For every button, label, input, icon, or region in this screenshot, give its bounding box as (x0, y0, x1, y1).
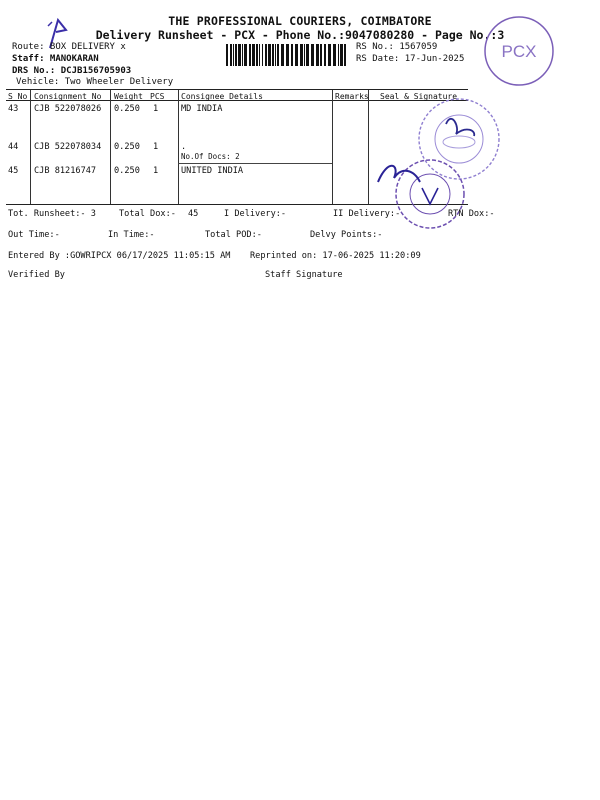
barcode-bar (286, 44, 289, 66)
col-header-remarks: Remarks (335, 92, 369, 101)
barcode-bar (252, 44, 255, 66)
col-divider (110, 90, 111, 204)
barcode-bar (249, 44, 251, 66)
barcode-bar (338, 44, 339, 66)
company-title: THE PROFESSIONAL COURIERS, COIMBATORE (168, 14, 432, 28)
barcode-bar (340, 44, 343, 66)
rtn-dox: RTN Dox:- (448, 209, 495, 219)
barcode-bar (256, 44, 258, 66)
barcode-bar (311, 44, 314, 66)
row-consignee: . (181, 142, 187, 152)
barcode-bar (226, 44, 228, 66)
row-weight: 0.250 (114, 142, 140, 152)
col-header-pcs: PCS (150, 92, 165, 101)
staff-label: Staff: MANOKARAN (12, 54, 99, 64)
barcode-bar (230, 44, 232, 66)
staff-signature: Staff Signature (265, 270, 343, 280)
barcode-bar (275, 44, 276, 66)
barcode-bar (324, 44, 326, 66)
barcode-bar (328, 44, 331, 66)
barcode-bar (344, 44, 346, 66)
col-header-seal-signature: Seal & Signature (380, 92, 458, 101)
barcode-bar (238, 44, 241, 66)
barcode-bar (281, 44, 284, 66)
entered-by: Entered By :GOWRIPCX 06/17/2025 11:05:15 AM (8, 251, 231, 261)
barcode-bar (333, 44, 336, 66)
barcode-bar (233, 44, 234, 66)
barcode-bar (300, 44, 303, 66)
total-dox-value: 45 (188, 209, 199, 219)
barcode-bar (277, 44, 279, 66)
barcode (226, 44, 350, 68)
vehicle-label: Vehicle: Two Wheeler Delivery (16, 77, 174, 87)
row-consignee: UNITED INDIA (181, 166, 244, 176)
barcode-bar (295, 44, 298, 66)
row-pcs: 1 (153, 166, 159, 176)
row-sno: 43 (8, 104, 19, 114)
rs-date: RS Date: 17-Jun-2025 (356, 54, 465, 64)
barcode-bar (320, 44, 322, 66)
out-time: Out Time:- (8, 230, 60, 240)
row-sno: 45 (8, 166, 19, 176)
row-consignment: CJB 522078026 (34, 104, 102, 114)
barcode-bar (262, 44, 263, 66)
col-divider (178, 90, 179, 204)
col-divider (332, 90, 333, 204)
col-header-weight: Weight (114, 92, 143, 101)
barcode-bar (304, 44, 305, 66)
total-pod: Total POD:- (205, 230, 262, 240)
barcode-bar (244, 44, 247, 66)
signature-seal-stamp (374, 152, 474, 234)
total-dox-label: Total Dox:- (119, 209, 176, 219)
in-time: In Time:- (108, 230, 155, 240)
barcode-bar (306, 44, 309, 66)
row-sno: 44 (8, 142, 19, 152)
route-label: Route: BOX DELIVERY x (12, 42, 126, 52)
reprinted-on: Reprinted on: 17-06-2025 11:20:09 (250, 251, 421, 261)
row-pcs: 1 (153, 142, 159, 152)
table-top-border (6, 89, 468, 90)
ii-delivery: II Delivery:- (333, 209, 401, 219)
row-consignee: MD INDIA (181, 104, 223, 114)
col-header-sno: S No (8, 92, 28, 101)
barcode-bar (272, 44, 274, 66)
barcode-bar (259, 44, 260, 66)
pcx-stamp (482, 14, 556, 88)
col-header-consignee: Consignee Details (181, 92, 263, 101)
pcx-stamp-text: PCX (501, 42, 537, 61)
drs-number: DRS No.: DCJB156705903 (12, 66, 132, 76)
verified-by: Verified By (8, 270, 65, 280)
barcode-bar (291, 44, 293, 66)
row-consignment: CJB 81216747 (34, 166, 97, 176)
col-divider (30, 90, 31, 204)
row-pcs: 1 (153, 104, 159, 114)
row-doc-count: No.Of Docs: 2 (181, 152, 240, 161)
total-runsheet: Tot. Runsheet:- 3 (8, 209, 96, 219)
barcode-bar (316, 44, 319, 66)
barcode-bar (268, 44, 271, 66)
row-weight: 0.250 (114, 104, 140, 114)
delvy-points: Delvy Points:- (310, 230, 383, 240)
i-delivery: I Delivery:- (224, 209, 287, 219)
barcode-bar (265, 44, 267, 66)
barcode-bar (242, 44, 243, 66)
row-divider (178, 163, 332, 164)
rs-number: RS No.: 1567059 (356, 42, 438, 52)
col-divider (368, 90, 369, 204)
col-header-consignment: Consignment No (34, 92, 102, 101)
row-weight: 0.250 (114, 166, 140, 176)
row-consignment: CJB 522078034 (34, 142, 102, 152)
barcode-bar (235, 44, 237, 66)
runsheet-subtitle: Delivery Runsheet - PCX - Phone No.:9047080280 - Page No.:3 (95, 28, 505, 42)
